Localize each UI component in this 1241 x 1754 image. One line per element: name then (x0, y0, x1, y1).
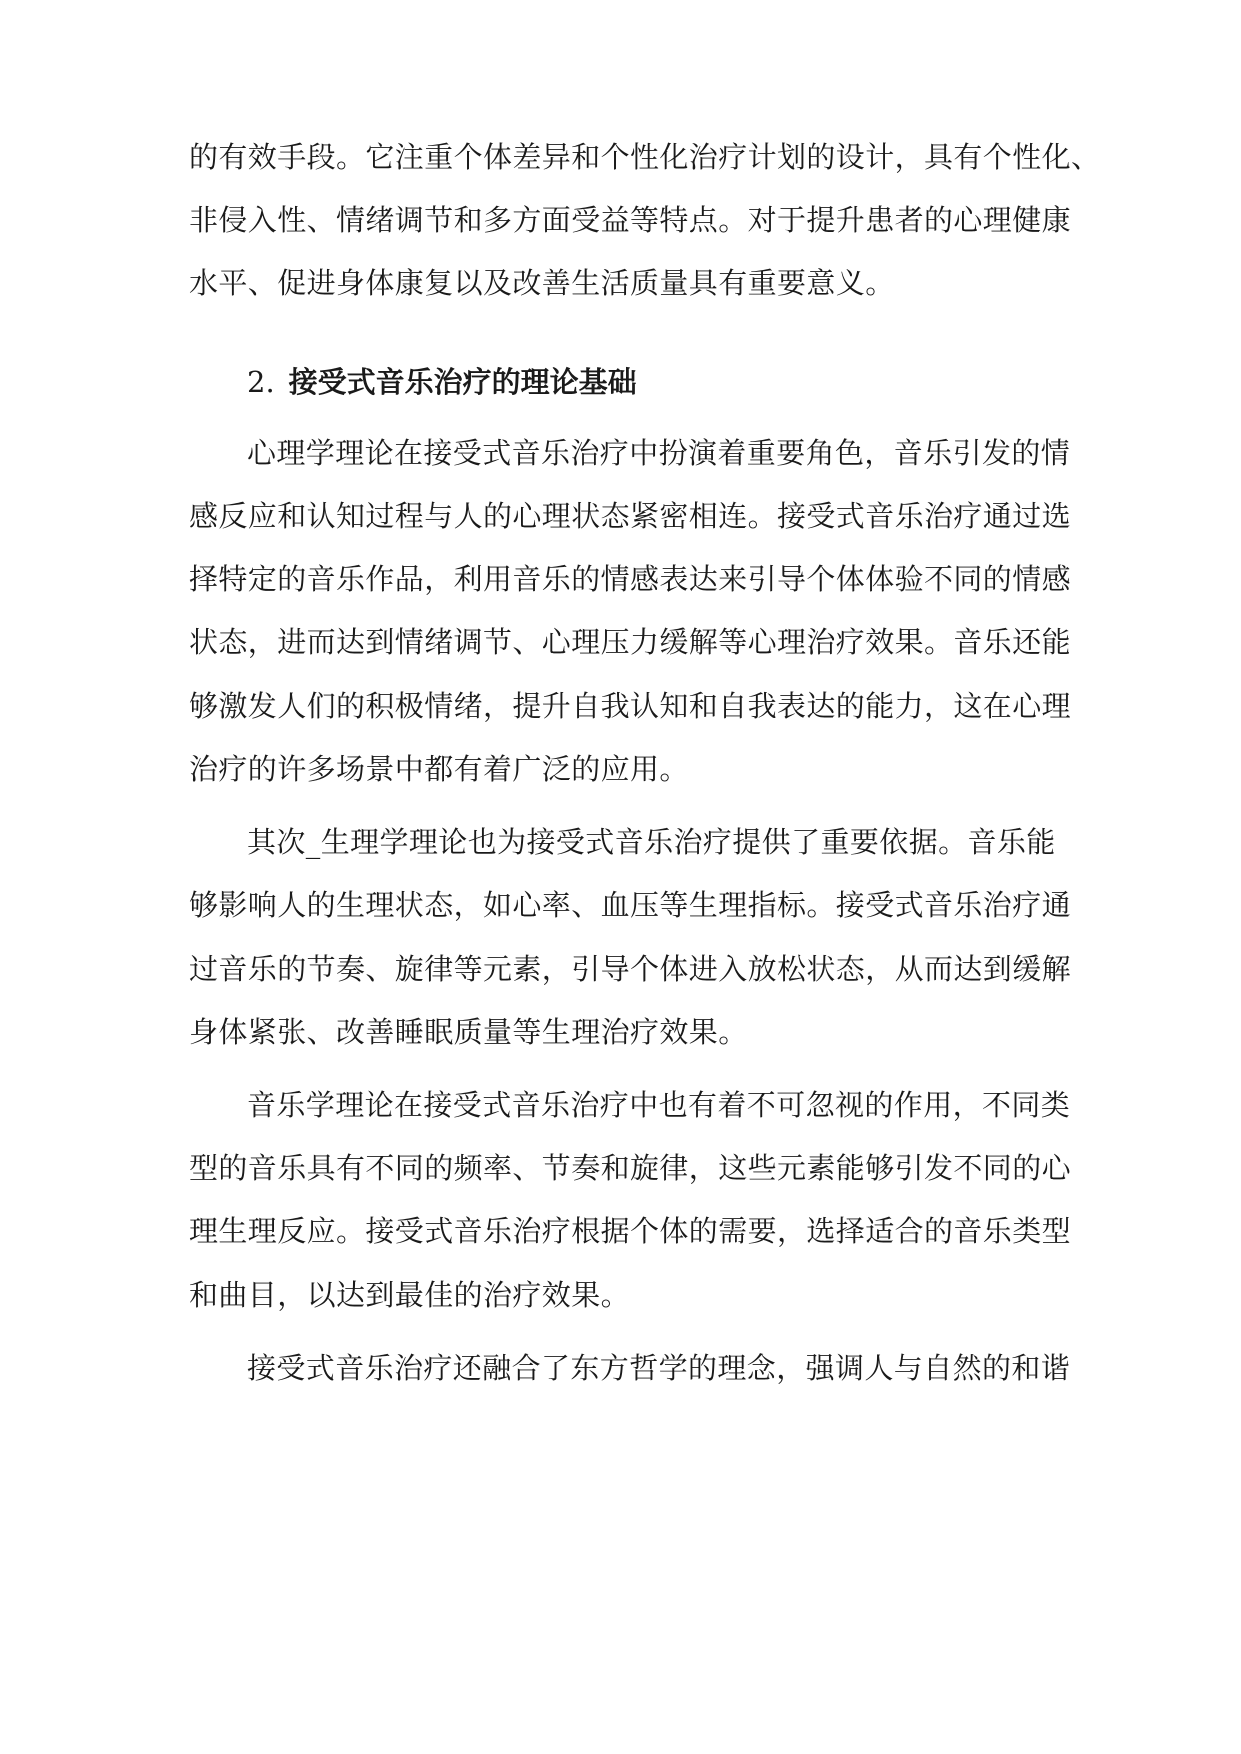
paragraph-line: 择特定的音乐作品，利用音乐的情感表达来引导个体体验不同的情感 (189, 562, 1072, 596)
paragraph-line: 型的音乐具有不同的频率、节奏和旋律，这些元素能够引发不同的心 (189, 1151, 1072, 1185)
paragraph-line: 非侵入性、情绪调节和多方面受益等特点。对于提升患者的心理健康 (189, 203, 1072, 237)
paragraph-line: 接受式音乐治疗还融合了东方哲学的理念，强调人与自然的和谐 (247, 1351, 1071, 1385)
paragraph-line: 够影响人的生理状态，如心率、血压等生理指标。接受式音乐治疗通 (189, 888, 1072, 922)
section-title: 接受式音乐治疗的理论基础 (288, 365, 637, 399)
paragraph-line: 治疗的许多场景中都有着广泛的应用。 (189, 752, 689, 786)
paragraph-line: 感反应和认知过程与人的心理状态紧密相连。接受式音乐治疗通过选 (189, 499, 1072, 533)
paragraph-line: 音乐学理论在接受式音乐治疗中也有着不可忽视的作用，不同类 (247, 1088, 1071, 1122)
paragraph-line: 其次_生理学理论也为接受式音乐治疗提供了重要依据。音乐能 (247, 825, 1056, 859)
paragraph-line: 的有效手段。它注重个体差异和个性化治疗计划的设计，具有个性化、 (189, 140, 1101, 174)
section-heading (247, 362, 637, 402)
paragraph-line: 水平、促进身体康复以及改善生活质量具有重要意义。 (189, 266, 895, 300)
paragraph-line: 心理学理论在接受式音乐治疗中扮演着重要角色，音乐引发的情 (247, 436, 1071, 470)
paragraph-line: 身体紧张、改善睡眠质量等生理治疗效果。 (189, 1015, 748, 1049)
paragraph-line: 和曲目，以达到最佳的治疗效果。 (189, 1278, 631, 1312)
paragraph-line: 过音乐的节奏、旋律等元素，引导个体进入放松状态，从而达到缓解 (189, 952, 1072, 986)
paragraph-line: 状态，进而达到情绪调节、心理压力缓解等心理治疗效果。音乐还能 (189, 625, 1072, 659)
paragraph-line: 理生理反应。接受式音乐治疗根据个体的需要，选择适合的音乐类型 (189, 1214, 1072, 1248)
paragraph-line: 够激发人们的积极情绪，提升自我认知和自我表达的能力，这在心理 (189, 689, 1072, 723)
section-number: 2. (247, 365, 275, 399)
